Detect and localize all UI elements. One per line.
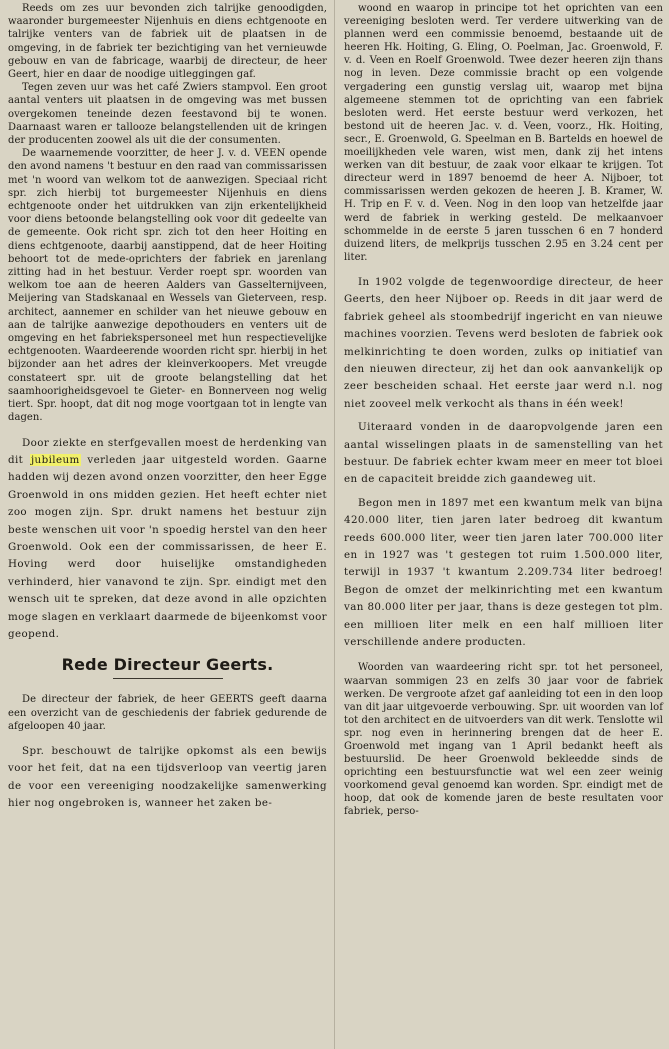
paragraph-cafe: Tegen zeven uur was het café Zwiers stampvol. Een groot aantal venters uit plaatsen in de omgeving was met bussen overgekomen teneinde dezen feestavond bij te wonen. Daarnaast waren er tallooze belangstellenden uit de kringen der producenten zoowel als uit die der consumenten.: [8, 82, 327, 147]
highlighted-word: jubileum: [30, 453, 80, 466]
paragraph-director-speech: Spr. beschouwt de talrijke opkomst als een bewijs voor het feit, dat na een tijdsverloop van veertig jaren de voor een vereeniging noodzakelijke samenwerking hier nog ongebroken is, wanneer het zaken be-: [8, 744, 327, 810]
director-block: [8, 743, 327, 813]
jubilee-text-before: Door ziekte en sterfgevallen moest de herdenking van dit: [8, 436, 327, 466]
block-1902: [344, 274, 663, 652]
jubilee-block: [8, 435, 327, 644]
right-column: [334, 0, 669, 1049]
paragraph-1902: In 1902 volgde de tegenwoordige directeur, de heer Geerts, den heer Nijboer op. Reeds in dit jaar werd de fabriek geheel als stoombedrijf ingericht en van nieuwe machines voorzien. Tevens werd besloten de fabriek ook melkinrichting te doen worden, zulks op initiatief van den nieuwen directeur, zij het dan ook aanvankelijk op zeer bescheiden schaal. Het eerste jaar werd n.l. nog niet zooveel melk verkocht als thans in één week!: [344, 275, 663, 410]
paragraph-jubilee: [8, 435, 327, 644]
paragraph-director-intro: De directeur der fabriek, de heer GEERTS geeft daarna een overzicht van de geschiedenis der fabriek gedurende de afgeloopen 40 jaar.: [8, 694, 327, 732]
paragraph-founding: woond en waarop in principe tot het oprichten van een vereeniging besloten werd. Ter verdere uitwerking van de plannen werd een commissie benoemd, bestaande uit de heeren Hk. Hoiting, G. Eling, O. Poelman, Jac. Groenwold, F. v. d. Veen en Roelf Groenwold. Twee dezer heeren zijn thans nog in leven. Deze commissie bracht op een volgende vergadering een gunstig verslag uit, waarop met bijna algemeene stemmen tot de oprichting van een fabriek besloten werd. Het eerste bestuur werd verkozen, het bestond uit de heeren Jac. v. d. Veen, voorz., Hk. Hoiting, secr., E. Groenwold, G. Speelman en B. Bartelds en hoewel de moeilijkheden vele waren, wist men, dank zij het intens werken van dit bestuur, de zaak voor elkaar te krijgen. Tot directeur werd in 1897 benoemd de heer A. Nijboer, tot commissarissen werden gekozen de heeren J. B. Kramer, W. H. Trip en F. v. d. Veen. Nog in den loop van hetzelfde jaar werd de fabriek in werking gesteld. De melkaanvoer schommelde in de eerste 5 jaren tusschen 6 en 7 honderd duizend liters, de melkprijs tusschen 2.95 en 3.24 cent per liter.: [344, 3, 663, 263]
paragraph-welcome: De waarnemende voorzitter, de heer J. v. d. VEEN opende den avond namens 't bestuur en den raad van commissarissen met 'n woord van welkom tot de aanwezigen. Speciaal richt spr. zich hierbij tot burgemeester Nijenhuis en diens echtgenoote onder het uitdrukken van zijn erkentelijkheid voor diens betoonde belangstelling ook voor dit gedeelte van de gemeente. Ook richt spr. zich tot den heer Hoiting en diens echtgenoote, daarbij aanstippend, dat de heer Hoiting behoort tot de mede-oprichters der fabriek en jarenlang zitting had in het bestuur. Verder roept spr. woorden van welkom toe aan de heeren Aalders van Gasselternijveen, Meijering van Stadskanaal en Wessels van Gieterveen, resp. architect, aannemer en schilder van het nieuwe gebouw en aan de talrijke aanwezige depothouders en venters uit de omgeving en het fabriekspersoneel met hun respectievelijke echtgenooten. Waardeerende woorden richt spr. hierbij in het bijzonder aan het adres der kleinverkoopers. Met vreugde constateert spr. uit de groote belangstelling dat het saamhoorigheidsgevoel te Gieter- en Bonnerveen nog welig tiert. Spr. hoopt, dat dit nog moge voortgaan tot in lengte van dagen.: [8, 148, 327, 424]
heading-rule: [113, 678, 223, 679]
jubilee-text-after: verleden jaar uitgesteld worden. Gaarne hadden wij dezen avond onzen voorzitter, den heer Egge Groenwold in ons midden gezien. Het heeft echter niet zoo mogen zijn. Spr. drukt namens het bestuur zijn beste wenschen uit voor 'n spoedig herstel van den heer Groenwold. Ook een der commissarissen, de heer E. Hoving werd door huiselijke omstandigheden verhinderd, hier vanavond te zijn. Spr. eindigt met den wensch uit te spreken, dat deze avond in alle opzichten moge slagen en verklaart daarmede de bijeenkomst voor geopend.: [8, 453, 327, 640]
left-column: [0, 0, 334, 1049]
paragraph-milk-quantities: Begon men in 1897 met een kwantum melk van bijna 420.000 liter, tien jaren later bedroeg dit kwantum reeds 600.000 liter, weer tien jaren later 700.000 liter en in 1927 was 't gestegen tot ruim 1.500.000 liter, terwijl in 1937 't kwantum 2.209.734 liter bedroeg! Begon de omzet der melkinrichting met een kwantum van 80.000 liter per jaar, thans is deze gestegen tot plm. een millioen liter melk en een half millioen liter verschillende andere producten.: [344, 496, 663, 648]
section-heading: Rede Directeur Geerts.: [61, 655, 274, 675]
paragraph-board-changes: Uiteraard vonden in de daaropvolgende jaren een aantal wisselingen plaats in de samenstelling van het bestuur. De fabriek echter kwam meer en meer tot bloei en de capaciteit breidde zich gaandeweg uit.: [344, 421, 663, 486]
paragraph-opening: Reeds om zes uur bevonden zich talrijke genoodigden, waaronder burgemeester Nijenhuis en diens echtgenoote en talrijke venters van de fabriek uit de plaatsen in de omgeving, in de fabriek ter bezichtiging van het vernieuwde gebouw en van de fabricage, waarbij de directeur, de heer Geert, hier en daar de noodige uitleggingen gaf.: [8, 3, 327, 81]
paragraph-staff-thanks: Woorden van waardeering richt spr. tot het personeel, waarvan sommigen 23 en zelfs 30 jaar voor de fabriek werken. De vergroote afzet gaf aanleiding tot een in den loop van dit jaar uitgevoerde verbouwing. Spr. uit woorden van lof tot den architect en de uitvoerders van dit werk. Tenslotte wil spr. nog even in herinnering brengen dat de heer E. Groenwold met ingang van 1 April bedankt heeft als bestuurslid. De heer Groenwold bekleedde sinds de oprichting een bestuursfunctie wat wel een zeer weinig voorkomend geval genoemd kan worden. Spr. eindigt met de hoop, dat ook de komende jaren de beste resultaten voor fabriek, perso-: [344, 662, 663, 818]
